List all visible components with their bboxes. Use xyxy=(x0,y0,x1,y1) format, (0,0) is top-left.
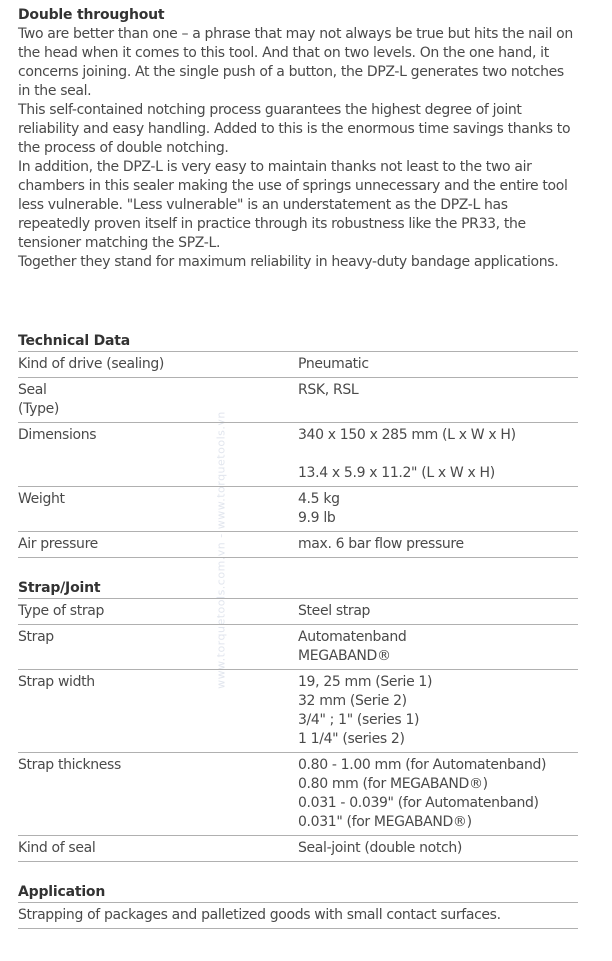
intro-paragraph: Together they stand for maximum reliability in heavy-duty bandage applications. xyxy=(18,254,559,270)
strap-joint-title: Strap/Joint xyxy=(18,580,101,596)
intro-paragraph: This self-contained notching process guarantees the highest degree of joint reliability and easy handling. Added to this is the enormous time savings thanks to the process of double notching. xyxy=(18,102,571,156)
table-row xyxy=(18,532,578,558)
spec-value-line: RSK, RSL xyxy=(298,382,359,398)
spec-value xyxy=(298,352,578,378)
watermark: www.torquetools.com.vn - www.torquetools.vn xyxy=(214,411,228,689)
spec-label-line: Strap thickness xyxy=(18,757,121,773)
spec-value-line xyxy=(298,445,578,464)
intro-paragraph: In addition, the DPZ-L is very easy to maintain thanks not least to the two air chambers in this sealer making the use of springs unnecessary and the entire tool less vulnerable. "Less vulnerable" is an understatement as the DPZ-L has repeatedly proven itself in practice through its robustness like the PR33, the tensioner matching the SPZ-L. xyxy=(18,159,568,251)
table-row xyxy=(18,352,578,378)
table-row xyxy=(18,423,578,487)
spec-value-line: 3/4" ; 1" (series 1) xyxy=(298,712,420,728)
intro-paragraph: Two are better than one – a phrase that may not always be true but hits the nail on the head when it comes to this tool. And that on two levels. On the one hand, it concerns joining. At the single push of a button, the DPZ-L generates two notches in the seal. xyxy=(18,26,573,99)
table-row xyxy=(18,836,578,862)
product-description xyxy=(18,5,578,929)
spec-label xyxy=(18,599,298,625)
spec-value xyxy=(298,378,578,423)
spec-value-line: 4.5 kg xyxy=(298,491,340,507)
spec-label-line: Air pressure xyxy=(18,536,98,552)
spec-value-line: 32 mm (Serie 2) xyxy=(298,693,407,709)
spec-value-line: 1 1/4" (series 2) xyxy=(298,731,405,747)
spec-value xyxy=(298,487,578,532)
table-row xyxy=(18,378,578,423)
spec-value xyxy=(298,753,578,836)
spec-label-line: Strap width xyxy=(18,674,95,690)
technical-data-title: Technical Data xyxy=(18,333,131,349)
spec-label xyxy=(18,625,298,670)
spec-value xyxy=(298,423,578,487)
spec-value-line: Seal-joint (double notch) xyxy=(298,840,463,856)
spec-label-line: Dimensions xyxy=(18,427,97,443)
table-row xyxy=(18,599,578,625)
spec-value-line: MEGABAND® xyxy=(298,648,391,664)
spec-label-line: Strap xyxy=(18,629,54,645)
spec-label-line: Kind of drive (sealing) xyxy=(18,356,165,372)
spec-label xyxy=(18,487,298,532)
spec-label-line: Type of strap xyxy=(18,603,105,619)
spec-value-line: Steel strap xyxy=(298,603,371,619)
spec-label xyxy=(18,670,298,753)
spec-label-line: Weight xyxy=(18,491,65,507)
spec-value xyxy=(298,836,578,862)
spec-value-line: Automatenband xyxy=(298,629,407,645)
application-table xyxy=(18,902,578,929)
spec-value-line: Pneumatic xyxy=(298,356,369,372)
spec-value-line: 0.031 - 0.039" (for Automatenband) xyxy=(298,795,539,811)
spec-value-line: 0.031" (for MEGABAND®) xyxy=(298,814,472,830)
spec-value-line: 9.9 lb xyxy=(298,510,336,526)
technical-data-table xyxy=(18,351,578,558)
spec-value xyxy=(298,599,578,625)
application-title: Application xyxy=(18,884,106,900)
spec-value-line: 13.4 x 5.9 x 11.2" (L x W x H) xyxy=(298,465,495,481)
table-row xyxy=(18,670,578,753)
spec-value xyxy=(298,670,578,753)
spec-value xyxy=(298,625,578,670)
spec-label xyxy=(18,423,298,487)
spec-value xyxy=(298,532,578,558)
table-row xyxy=(18,487,578,532)
table-row xyxy=(18,903,578,929)
spec-value-line: max. 6 bar flow pressure xyxy=(298,536,464,552)
spec-value-line: 0.80 - 1.00 mm (for Automatenband) xyxy=(298,757,547,773)
spec-label xyxy=(18,378,298,423)
spec-label-line: Kind of seal xyxy=(18,840,96,856)
spec-value-line: 19, 25 mm (Serie 1) xyxy=(298,674,433,690)
spec-value-line: 0.80 mm (for MEGABAND®) xyxy=(298,776,488,792)
table-row xyxy=(18,625,578,670)
spec-label-line: Seal xyxy=(18,382,47,398)
spec-label xyxy=(18,352,298,378)
spec-value-line: 340 x 150 x 285 mm (L x W x H) xyxy=(298,427,516,443)
application-text: Strapping of packages and palletized goods with small contact surfaces. xyxy=(18,903,578,929)
table-row xyxy=(18,753,578,836)
intro-title: Double throughout xyxy=(18,7,165,23)
spec-label xyxy=(18,532,298,558)
spec-label xyxy=(18,836,298,862)
strap-joint-table xyxy=(18,598,578,862)
spec-label-line: (Type) xyxy=(18,401,59,417)
spec-label xyxy=(18,753,298,836)
